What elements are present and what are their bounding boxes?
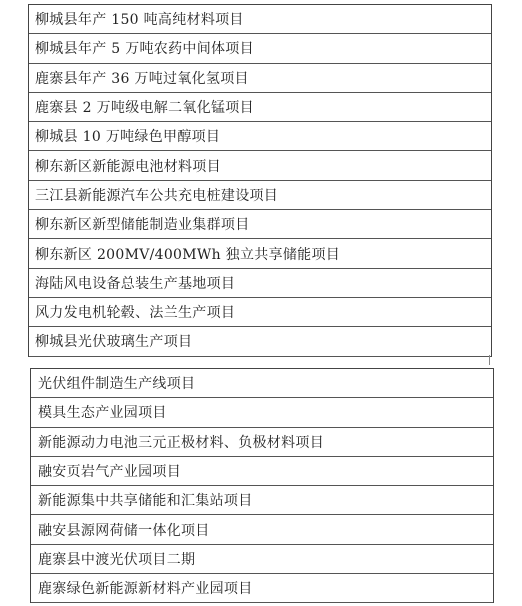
table-row: 柳城县光伏玻璃生产项目 — [29, 327, 491, 356]
table-row: 鹿寨县年产 36 万吨过氧化氢项目 — [29, 64, 491, 93]
table-row: 融安县源网荷储一体化项目 — [31, 515, 493, 544]
table-border-fragment — [489, 355, 490, 365]
project-table-top — [28, 4, 492, 357]
table-row: 柳东新区新型储能制造业集群项目 — [29, 210, 491, 239]
table-row: 新能源动力电池三元正极材料、负极材料项目 — [31, 428, 493, 457]
table-row: 柳东新区 200MV/400MWh 独立共享储能项目 — [29, 239, 491, 268]
table-row: 海陆风电设备总装生产基地项目 — [29, 269, 491, 298]
table-row: 鹿寨绿色新能源新材料产业园项目 — [31, 574, 493, 603]
table-row: 光伏组件制造生产线项目 — [31, 369, 493, 398]
table-row: 三江县新能源汽车公共充电桩建设项目 — [29, 181, 491, 210]
table-row: 柳城县 10 万吨绿色甲醇项目 — [29, 122, 491, 151]
table-row: 新能源集中共享储能和汇集站项目 — [31, 486, 493, 515]
table-row: 柳东新区新能源电池材料项目 — [29, 151, 491, 180]
table-row: 柳城县年产 150 吨高纯材料项目 — [29, 5, 491, 34]
table-row: 模具生态产业园项目 — [31, 398, 493, 427]
table-row: 鹿寨县中渡光伏项目二期 — [31, 545, 493, 574]
table-row: 鹿寨县 2 万吨级电解二氧化锰项目 — [29, 93, 491, 122]
table-row: 风力发电机轮毂、法兰生产项目 — [29, 298, 491, 327]
table-row: 融安页岩气产业园项目 — [31, 457, 493, 486]
table-row: 柳城县年产 5 万吨农药中间体项目 — [29, 34, 491, 63]
project-table-bottom — [30, 368, 494, 603]
